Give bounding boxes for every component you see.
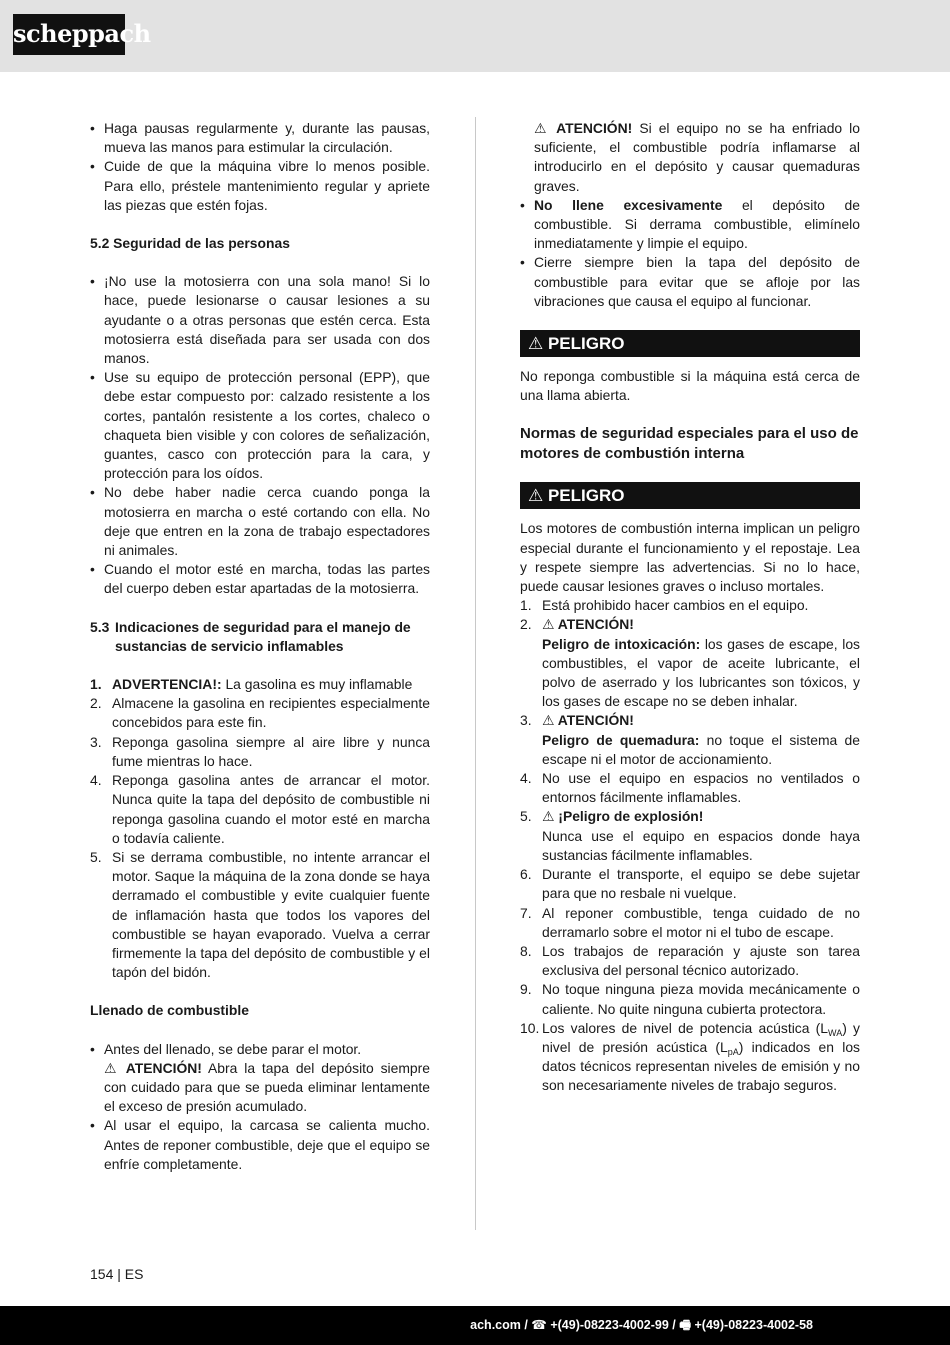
numbered-item: 4. No use el equipo en espacios no ventilados o entornos fácilmente inflamables. [520,770,860,806]
numbered-item: 4. Reponga gasolina antes de arrancar el motor. Nunca quite la tapa del depósito de combustible ni reponga gasolina cuando el motor esté en marcha o todavía caliente. [90,772,430,846]
list-item: • Cuando el motor esté en marcha, todas las partes del cuerpo deben estar apartadas de la motosierra. [90,561,430,597]
brand-logo: scheppach [13,14,125,55]
numbered-item: 7. Al reponer combustible, tenga cuidado de no derramarlo sobre el motor ni el tubo de escape. [520,904,860,940]
column-divider [475,117,476,1230]
numbered-item: 9. No toque ninguna pieza movida mecánicamente o caliente. No quite ninguna cubierta protectora. [520,981,860,1017]
page-footer [0,1306,950,1345]
numbered-item: 2. Almacene la gasolina en recipientes especialmente concebidos para este fin. [90,695,430,731]
section-heading-llenado: Llenado de combustible [90,1002,249,1019]
numbered-item: 1. ADVERTENCIA!: La gasolina es muy inflamable [90,676,413,693]
list-item: • No llene excesivamente el depósito de combustible. Si derrama combustible, elimínelo inmediatamente y limpie el equipo. [520,196,860,252]
section-heading-5-3: 5.3 Indicaciones de seguridad para el manejo de sustancias de servicio inflamables [90,618,411,654]
list-item: • Cuide de que la máquina vibre lo menos posible. Para ello, préstele mantenimiento regular y apriete las piezas que estén fojas. [90,158,430,213]
list-item: • Haga pausas regularmente y, durante las pausas, mueva las manos para estimular la circulación. [90,120,430,156]
numbered-item: 3. ⚠ ATENCIÓN! Peligro de quemadura: no toque el sistema de escape ni el motor de accionamiento. [520,712,860,767]
list-item: • No debe haber nadie cerca cuando ponga la motosierra en marcha o esté cortando con ella. No deje que entren en la zona de trabajo espectadores ni animales. [90,484,430,559]
numbered-item: 6. Durante el transporte, el equipo se debe sujetar para que no resbale ni vuelque. [520,866,860,902]
numbered-item: 10. Los valores de nivel de potencia acústica $(L_{WA})$ y nivel de presión acústica $(L_{pA})$ indicados en los datos técnicos representan niveles de emisión y no son necesariamente niveles de trabajo seguros. [520,1019,860,1094]
list-item: • Cierre siempre bien la tapa del depósito de combustible para evitar que se afloje por las vibraciones que causa el equipo al funcionar. [520,254,860,309]
danger-banner: ⚠ PELIGRO [520,482,860,509]
footer-contact: ach.com / ☎ +(49)-08223-4002-99 / 🖷 +(49)-08223-4002-58 [470,1318,813,1332]
page-header [0,0,950,72]
danger-text: Los motores de combustión interna implican un peligro especial durante el funcionamiento y el repostaje. Lea y respete siempre las advertencias. Si no lo hace, puede causar lesiones graves o incluso mortales. [520,520,860,595]
numbered-item: 5. ⚠ ¡Peligro de explosión! Nunca use el equipo en espacios donde haya sustancias fácilmente inflamables. [520,808,860,863]
warning-paragraph: ⚠ ATENCIÓN! Si el equipo no se ha enfriado lo suficiente, el combustible podría inflamarse al introducirlo en el depósito y causar quemaduras graves. [534,120,860,194]
numbered-item: 8. Los trabajos de reparación y ajuste son tarea exclusiva del personal técnico autorizado. [520,942,860,979]
warning-label: ⚠ ATENCIÓN! [104,1059,202,1076]
list-item: • ¡No use la motosierra con una sola mano! Si lo hace, puede lesionarse o causar lesiones a su ayudante o a otras personas que estén cerca. Esta motosierra está diseñada para ser usada con dos manos. [90,273,430,367]
danger-banner: ⚠ PELIGRO [520,330,860,357]
right-column [520,119,860,1096]
section-heading-5-2: 5.2 Seguridad de las personas [90,235,290,252]
numbered-item: 1. Está prohibido hacer cambios en el equipo. [520,597,809,614]
list-item: • Use su equipo de protección personal (EPP), que debe estar compuesto por: calzado resistente a los cortes, pantalón resistente a los cortes, chaleco o chaqueta bien visible y con colores de señalización, guantes, casco con protección para la cara, y protección para los oídos. [90,369,430,482]
numbered-item: 3. Reponga gasolina siempre al aire libre y nunca fume mientras lo hace. [90,733,430,769]
numbered-item: 5. Si se derrama combustible, no intente arrancar el motor. Saque la máquina de la zona donde se haya derramado el combustible y evite cualquier fuente de inflamación hasta que todos los vapores del combustible se hayan evaporado. Vuelva a cerrar firmemente la tapa del depósito de combustible y el tapón del bidón. [90,848,430,981]
danger-text: No reponga combustible si la máquina está cerca de una llama abierta. [520,368,860,404]
list-item: • Antes del llenado, se debe parar el motor. ⚠ ATENCIÓN! Abra la tapa del depósito siempre con cuidado para que se pueda eliminar lentamente el exceso de presión acumulado. [90,1040,430,1115]
left-column [90,119,430,1174]
numbered-item: 2. ⚠ ATENCIÓN! Peligro de intoxicación: los gases de escape, los combustibles, el vapor de aceite lubricante, el polvo de aserrado y los lubricantes son tóxicos, y los gases de escape no se deben inhalar. [520,616,861,710]
list-item: • Al usar el equipo, la carcasa se calienta mucho. Antes de reponer combustible, deje que el equipo se enfríe completamente. [90,1117,430,1172]
section-heading-normas: Normas de seguridad especiales para el uso de motores de combustión interna [520,425,859,462]
page-number: 154 | ES [90,1266,144,1282]
